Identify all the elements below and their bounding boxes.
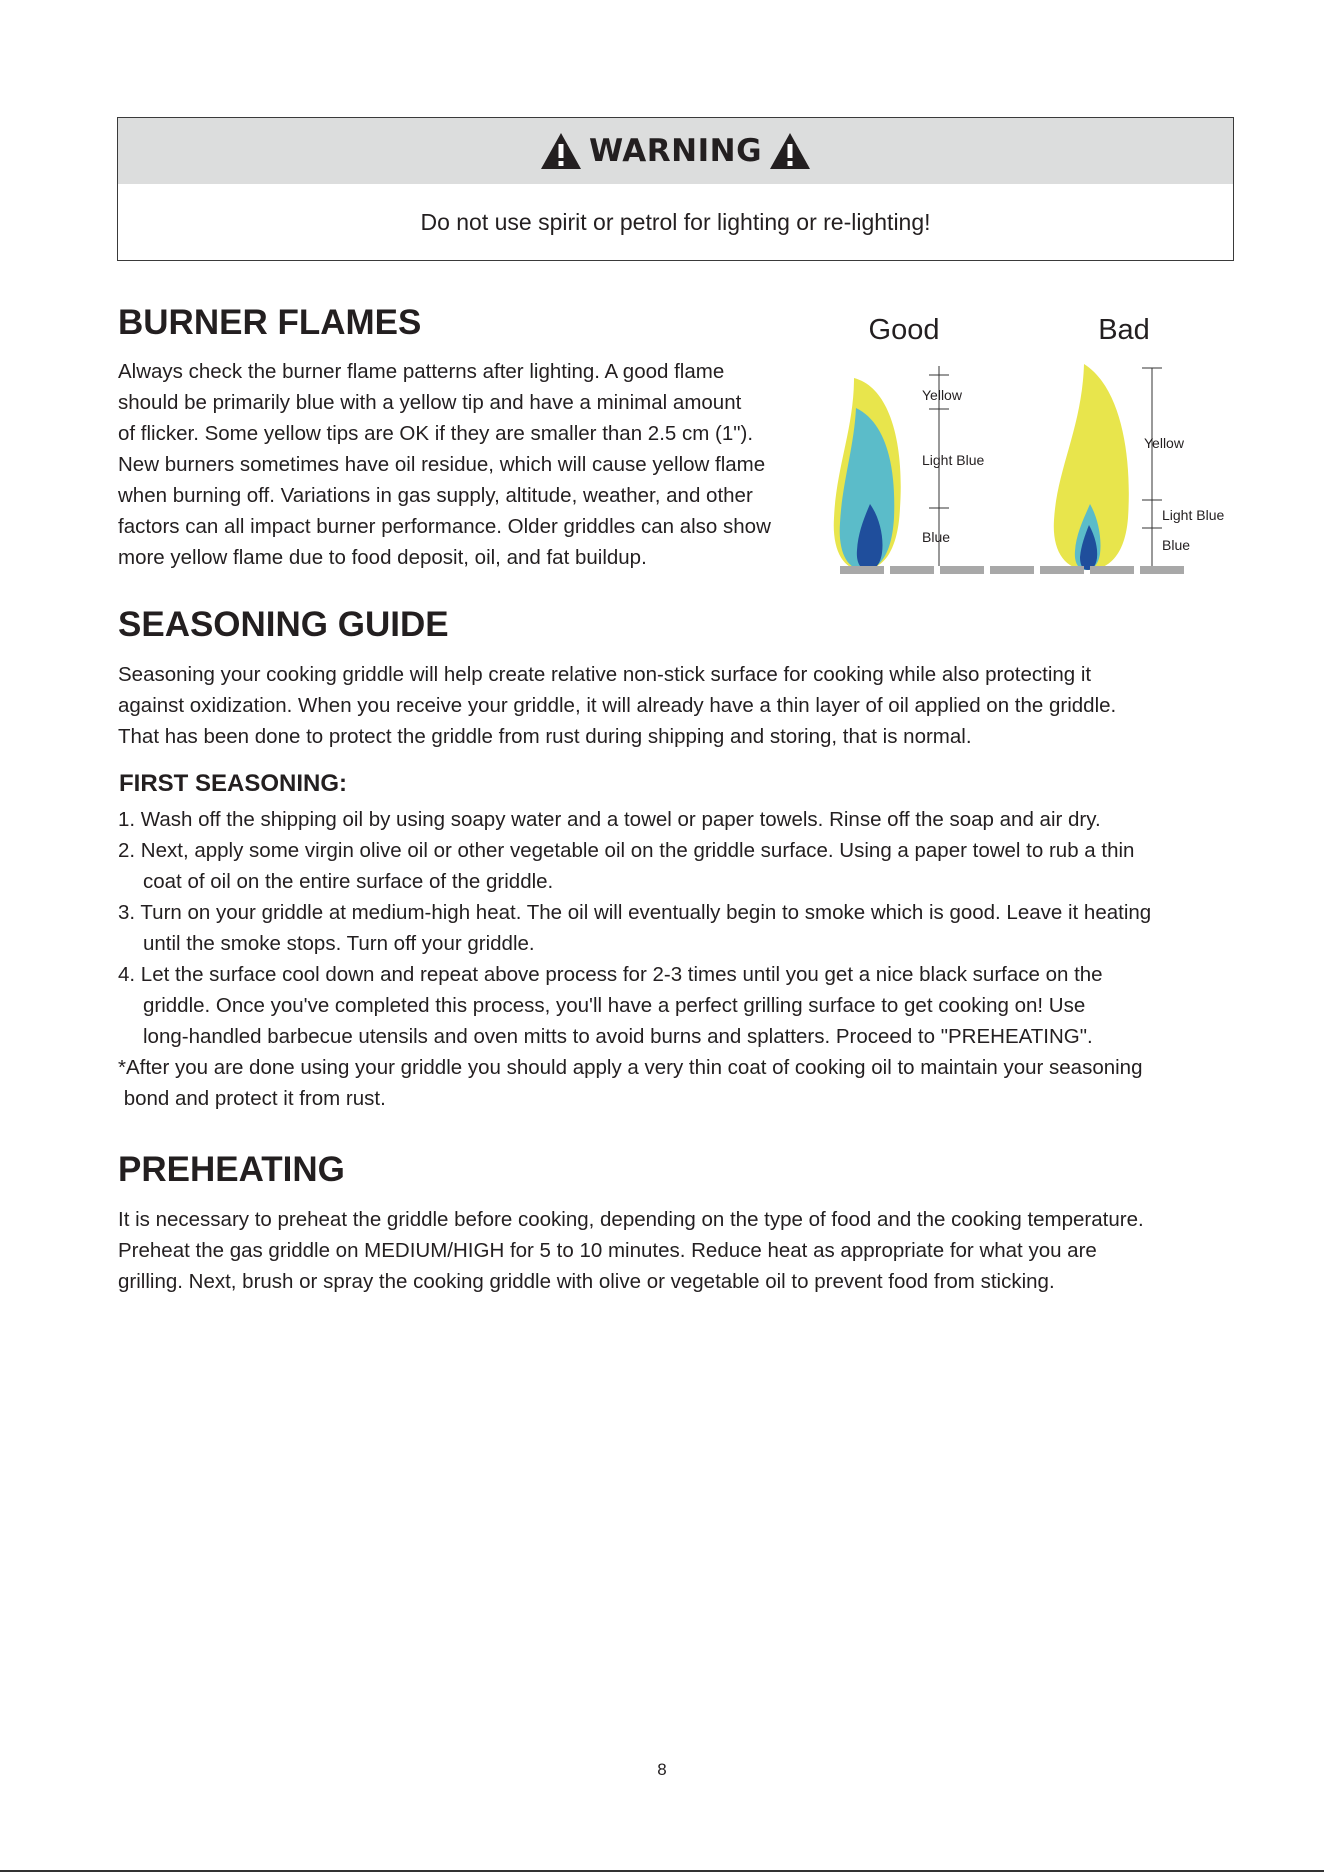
step-2: 2. Next, apply some virgin olive oil or other vegetable oil on the griddle surface. Using a paper towel to rub a thin <box>118 839 1135 862</box>
flame-diagram <box>832 308 1242 584</box>
seasoning-note: *After you are done using your griddle you should apply a very thin coat of cooking oil to maintain your seasoning <box>118 1056 1143 1079</box>
text-line: when burning off. Variations in gas supply, altitude, weather, and other <box>118 484 753 507</box>
step-4: 4. Let the surface cool down and repeat above process for 2-3 times until you get a nice black surface on the <box>118 963 1103 986</box>
first-seasoning-steps <box>118 804 1151 1114</box>
burner-flames-heading: BURNER FLAMES <box>118 303 422 342</box>
step-4-continued: griddle. Once you've completed this process, you'll have a perfect grilling surface to get cooking on! Use <box>143 994 1086 1017</box>
text-line: should be primarily blue with a yellow tip and have a minimal amount <box>118 391 742 414</box>
good-light-blue-label: Light Blue <box>922 452 985 468</box>
text-line: factors can all impact burner performance. Older griddles can also show <box>118 515 771 538</box>
step-3-continued: until the smoke stops. Turn off your griddle. <box>143 932 535 955</box>
warning-triangle-icon <box>539 131 583 171</box>
good-flame <box>834 378 901 570</box>
warning-triangle-icon <box>768 131 812 171</box>
seasoning-guide-heading: SEASONING GUIDE <box>118 605 449 644</box>
text-line: It is necessary to preheat the griddle before cooking, depending on the type of food and the cooking temperature. <box>118 1208 1144 1231</box>
good-yellow-label: Yellow <box>922 387 962 403</box>
warning-message: Do not use spirit or petrol for lighting or re-lighting! <box>420 208 931 235</box>
text-line: Seasoning your cooking griddle will help create relative non-stick surface for cooking while also protecting it <box>118 663 1092 686</box>
text-line: grilling. Next, brush or spray the cooking griddle with olive or vegetable oil to prevent food from sticking. <box>118 1270 1055 1293</box>
seasoning-guide-paragraph <box>118 659 1116 752</box>
step-1: 1. Wash off the shipping oil by using soapy water and a towel or paper towels. Rinse off the soap and air dry. <box>118 808 1101 831</box>
good-label: Good <box>868 314 940 346</box>
good-blue-label: Blue <box>922 529 951 545</box>
burner-base <box>840 566 1184 574</box>
burner-flames-paragraph <box>118 356 771 573</box>
bad-label: Bad <box>1098 314 1150 346</box>
bad-yellow-label: Yellow <box>1144 435 1184 451</box>
warning-box <box>117 117 1234 261</box>
text-line: Always check the burner flame patterns after lighting. A good flame <box>118 360 725 383</box>
step-3: 3. Turn on your griddle at medium-high heat. The oil will eventually begin to smoke which is good. Leave it heating <box>118 901 1152 924</box>
preheating-paragraph <box>118 1204 1144 1297</box>
bad-dimension-lines <box>1142 368 1162 566</box>
page-number: 8 <box>657 1760 667 1779</box>
step-2-continued: coat of oil on the entire surface of the griddle. <box>143 870 554 893</box>
step-4-continued: long-handled barbecue utensils and oven mitts to avoid burns and splatters. Proceed to "PREHEATING". <box>143 1025 1093 1048</box>
text-line: of flicker. Some yellow tips are OK if they are smaller than 2.5 cm (1"). <box>118 422 754 445</box>
bad-flame <box>1054 364 1129 570</box>
bad-light-blue-label: Light Blue <box>1162 507 1225 523</box>
bad-blue-label: Blue <box>1162 537 1191 553</box>
warning-title: WARNING <box>588 133 763 169</box>
text-line: more yellow flame due to food deposit, oil, and fat buildup. <box>118 546 647 569</box>
text-line: against oxidization. When you receive your griddle, it will already have a thin layer of oil applied on the griddle. <box>118 694 1117 717</box>
preheating-heading: PREHEATING <box>118 1150 345 1189</box>
text-line: That has been done to protect the griddle from rust during shipping and storing, that is normal. <box>118 725 972 748</box>
first-seasoning-heading: FIRST SEASONING: <box>119 770 348 797</box>
text-line: New burners sometimes have oil residue, which will cause yellow flame <box>118 453 766 476</box>
warning-header <box>118 118 1233 184</box>
seasoning-note-continued: bond and protect it from rust. <box>118 1087 386 1110</box>
text-line: Preheat the gas griddle on MEDIUM/HIGH for 5 to 10 minutes. Reduce heat as appropriate for what you are <box>118 1239 1097 1262</box>
